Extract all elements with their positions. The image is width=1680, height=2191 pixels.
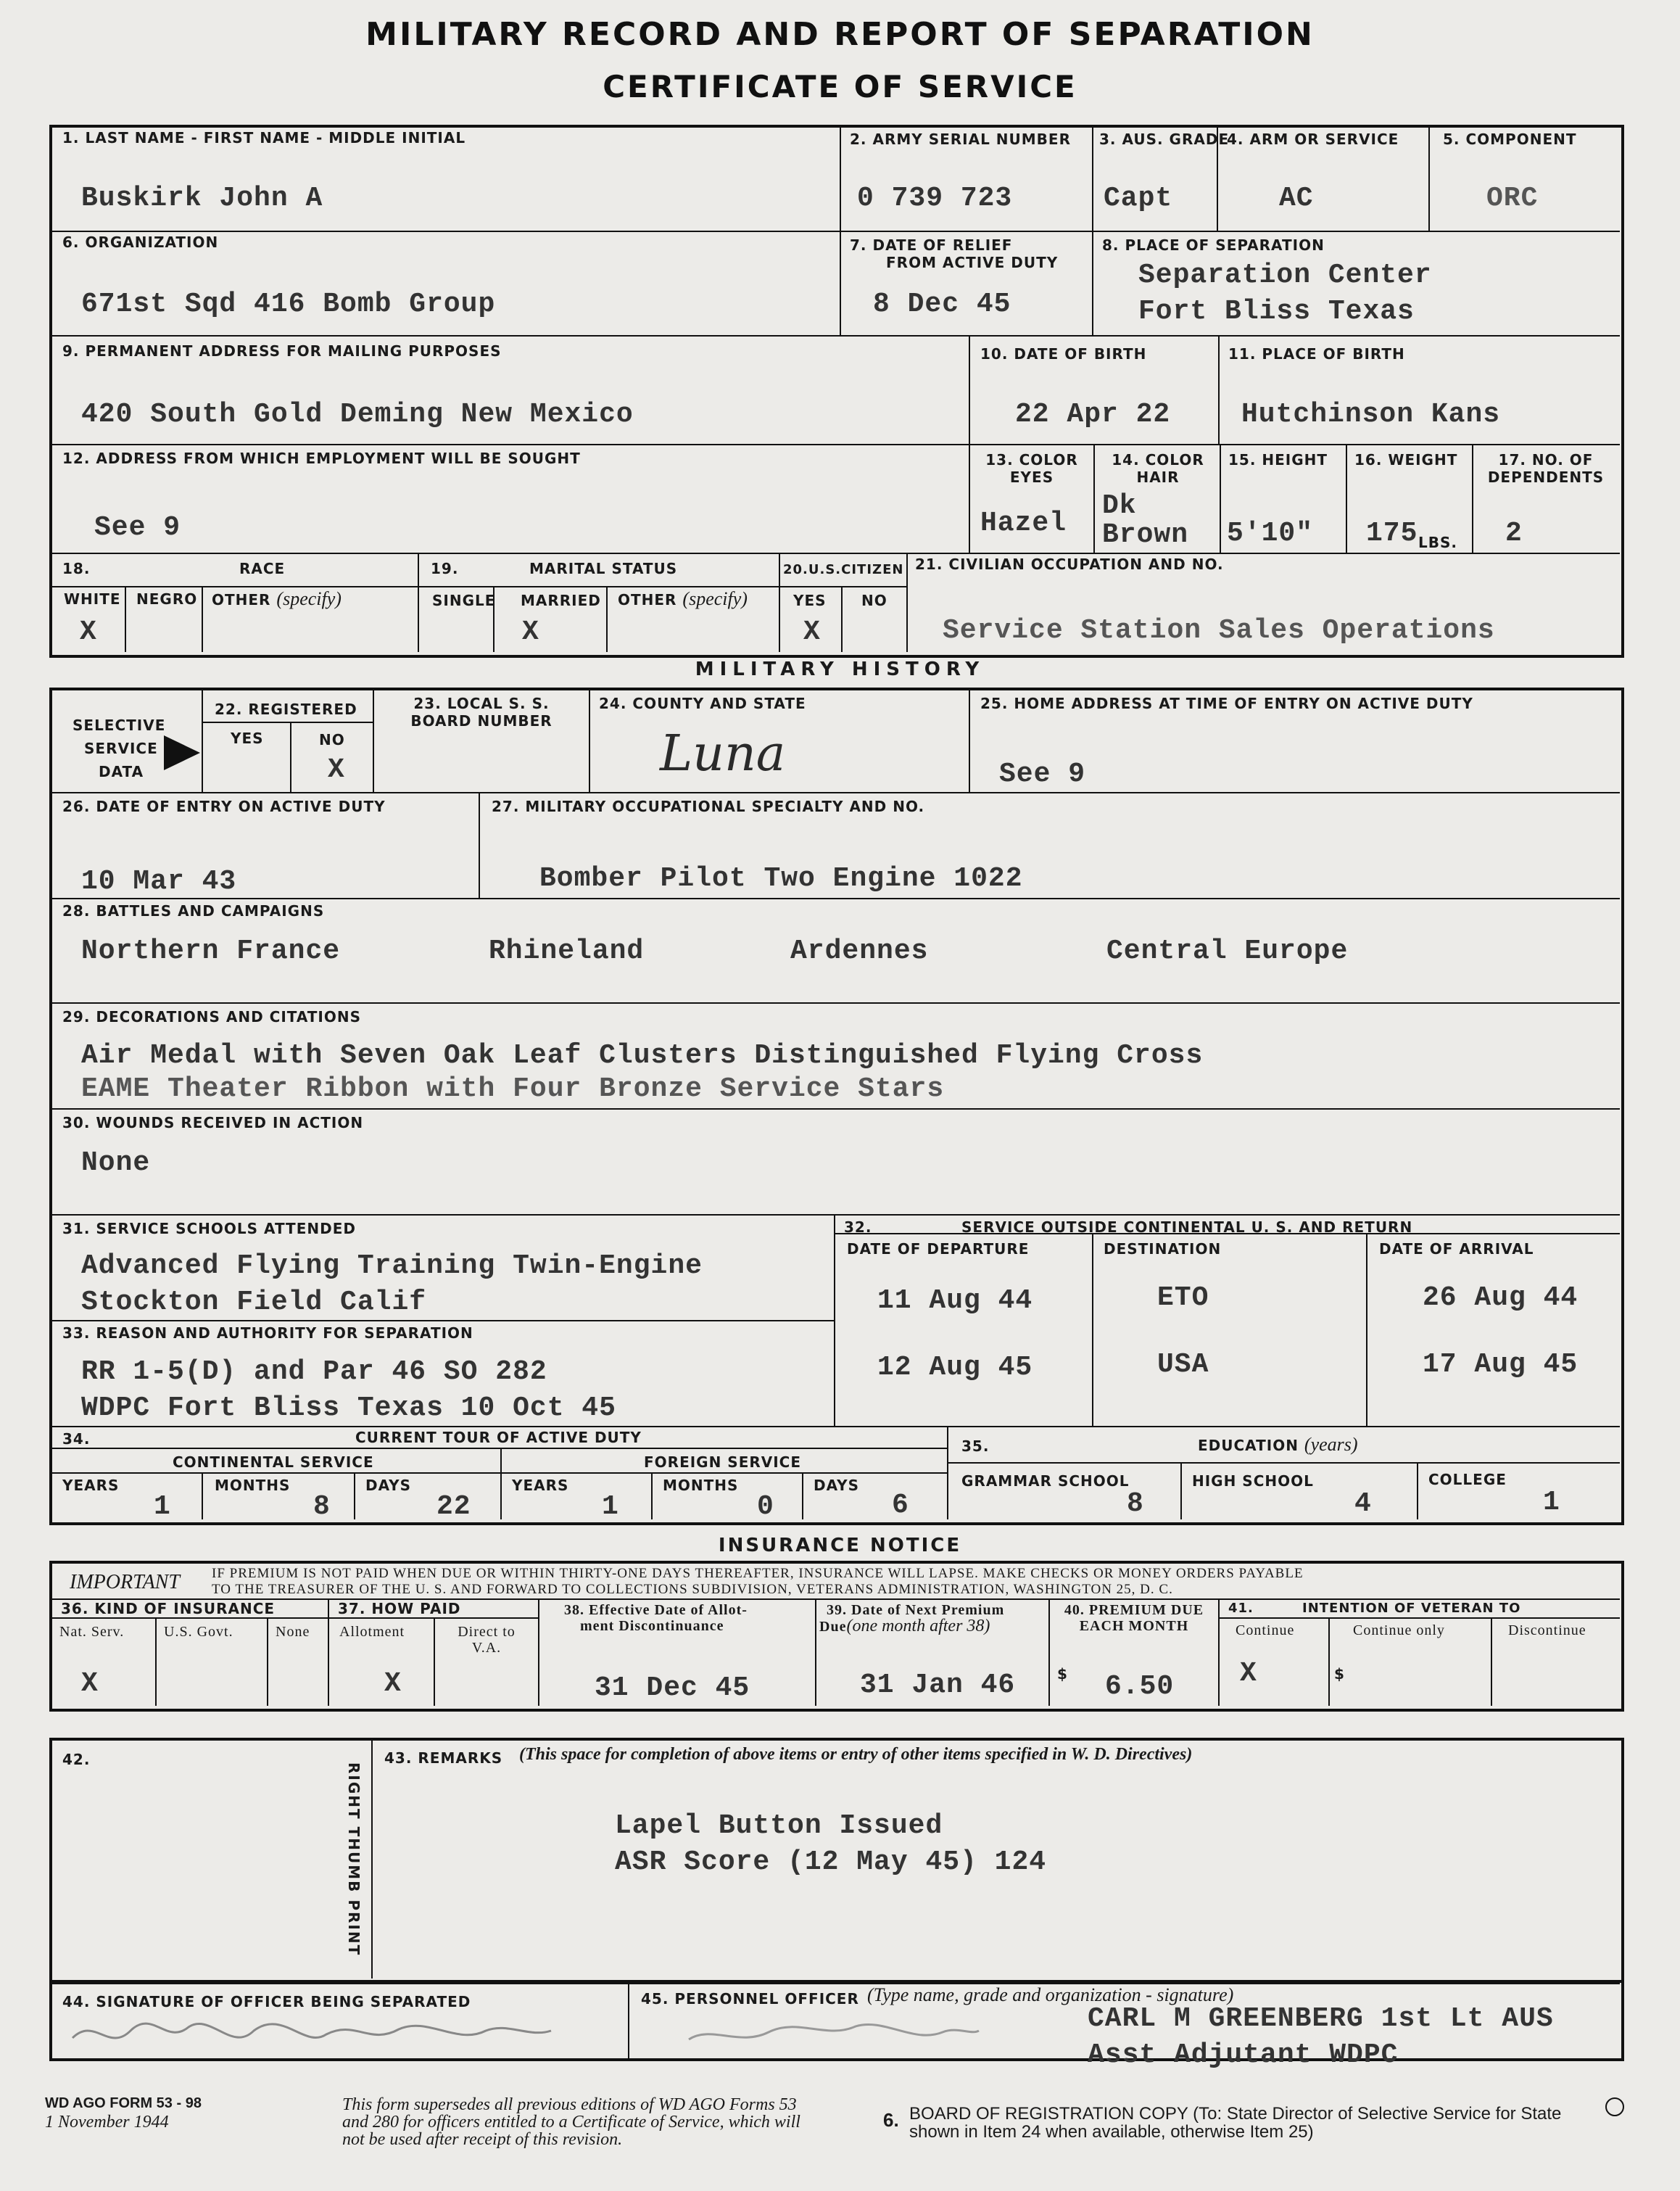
insurance-title: INSURANCE NOTICE [718, 1535, 962, 1556]
separation-place-label: 8. PLACE OF SEPARATION [1102, 236, 1325, 254]
entry-date-label: 26. DATE OF ENTRY ON ACTIVE DUTY [62, 798, 386, 815]
decorations-value-b: EAME Theater Ribbon with Four Bronze Service Stars [81, 1073, 945, 1105]
battle-2: Rhineland [489, 936, 645, 967]
cont-months-label: MONTHS [215, 1477, 291, 1494]
registered-no-label: NO [319, 731, 345, 748]
marital-label: 19. [431, 560, 459, 577]
marital-single-label: SINGLE [432, 592, 496, 609]
hair-color-label-b: HAIR [1136, 469, 1180, 486]
schools-value-a: Advanced Flying Training Twin-Engine [81, 1250, 703, 1282]
premium-value: 6.50 [1105, 1671, 1175, 1702]
supersedes-note: This form supersedes all previous editions of WD AGO Forms 53 and 280 for officers entitled to a Certificate of Service, which will not be used after receipt of this revision. [342, 2095, 800, 2149]
relief-date-label-b: FROM ACTIVE DUTY [886, 254, 1059, 271]
active-duty-label: 34. [62, 1430, 91, 1448]
birth-place-label: 11. PLACE OF BIRTH [1228, 345, 1405, 363]
remarks-value-b: ASR Score (12 May 45) 124 [615, 1847, 1047, 1878]
hair-color-value-b: Brown [1102, 519, 1189, 550]
eye-color-value: Hazel [980, 508, 1067, 539]
serial-number-value: 0 739 723 [857, 183, 1013, 214]
high-school-label: HIGH SCHOOL [1192, 1472, 1314, 1490]
race-other-label: OTHER (specify) [212, 588, 342, 609]
nat-serv-label: Nat. Serv. [59, 1624, 125, 1640]
important-label: IMPORTANT [70, 1571, 180, 1593]
continue-label: Continue [1236, 1622, 1295, 1638]
weight-unit: LBS. [1418, 534, 1457, 551]
college-label: COLLEGE [1428, 1471, 1507, 1488]
departure-2: 12 Aug 45 [877, 1352, 1033, 1383]
home-address-label: 25. HOME ADDRESS AT TIME OF ENTRY ON ACTIVE DUTY [980, 695, 1473, 712]
signature-scribble-icon [65, 2009, 558, 2057]
active-duty-title: CURRENT TOUR OF ACTIVE DUTY [355, 1429, 642, 1446]
wounds-label: 30. WOUNDS RECEIVED IN ACTION [62, 1114, 364, 1131]
circle-mark-icon [1605, 2097, 1624, 2116]
intention-currency: $ [1334, 1665, 1345, 1683]
continue-only-label: Continue only [1353, 1622, 1445, 1638]
race-white-label: WHITE [64, 590, 121, 608]
civilian-occupation-value: Service Station Sales Operations [943, 615, 1495, 646]
cont-days-value: 22 [436, 1491, 471, 1522]
grammar-value: 8 [1127, 1488, 1144, 1519]
height-value: 5'10" [1227, 518, 1314, 549]
county-state-label: 24. COUNTY AND STATE [599, 695, 806, 712]
citizen-value: X [803, 616, 821, 648]
departure-header: DATE OF DEPARTURE [847, 1240, 1030, 1258]
cont-days-label: DAYS [365, 1477, 412, 1494]
marital-other-label: OTHER (specify) [618, 588, 748, 609]
education-label: 35. [961, 1437, 990, 1455]
destination-2: USA [1157, 1349, 1209, 1380]
service-outside-label: 32. [844, 1218, 872, 1236]
separation-reason-value-b: WDPC Fort Bliss Texas 10 Oct 45 [81, 1392, 616, 1424]
us-govt-label: U.S. Govt. [164, 1624, 233, 1640]
citizen-no-label: NO [861, 592, 887, 609]
direct-va-label-b: V.A. [471, 1640, 502, 1656]
copy-description: BOARD OF REGISTRATION COPY (To: State Director of Selective Service for State shown in Item 24 when available, otherwise Item 25) [909, 2104, 1562, 2142]
hair-color-label-a: 14. COLOR [1112, 451, 1204, 469]
cont-months-value: 8 [313, 1491, 331, 1522]
foreign-label: FOREIGN SERVICE [644, 1453, 802, 1471]
notice-line-b: TO THE TREASURER OF THE U. S. AND FORWARD TO COLLECTIONS SUBDIVISION, VETERANS ADMINISTRATION, WASHINGTON 25, D. C. [212, 1582, 1173, 1597]
schools-label: 31. SERVICE SCHOOLS ATTENDED [62, 1220, 356, 1237]
education-title: EDUCATION (years) [1198, 1434, 1358, 1455]
for-days-label: DAYS [814, 1477, 860, 1494]
registered-yes-label: YES [231, 730, 264, 747]
for-months-value: 0 [757, 1491, 774, 1522]
citizen-label: 20.U.S.CITIZEN [783, 562, 904, 577]
form-title: MILITARY RECORD AND REPORT OF SEPARATION [365, 16, 1315, 53]
separation-reason-value-a: RR 1-5(D) and Par 46 SO 282 [81, 1356, 547, 1387]
intention-value: X [1240, 1658, 1257, 1689]
allotment-label: Allotment [339, 1624, 405, 1640]
mos-value: Bomber Pilot Two Engine 1022 [539, 863, 1023, 894]
schools-value-b: Stockton Field Calif [81, 1287, 427, 1318]
mos-label: 27. MILITARY OCCUPATIONAL SPECIALTY AND NO. [492, 798, 925, 815]
entry-date-value: 10 Mar 43 [81, 866, 237, 897]
local-board-label-a: 23. LOCAL S. S. [413, 695, 550, 712]
county-state-value: Luna [660, 725, 786, 783]
weight-value: 175 [1366, 518, 1418, 549]
employment-address-value: See 9 [94, 512, 181, 543]
selective-label-a: SELECTIVE [73, 717, 166, 734]
for-days-value: 6 [892, 1490, 909, 1521]
college-value: 1 [1543, 1487, 1560, 1518]
destination-header: DESTINATION [1104, 1240, 1222, 1258]
last-name-label: 1. LAST NAME - FIRST NAME - MIDDLE INITIAL [62, 129, 466, 147]
decorations-label: 29. DECORATIONS AND CITATIONS [62, 1008, 361, 1026]
race-value: X [80, 616, 97, 648]
discontinue-label: Discontinue [1508, 1622, 1586, 1638]
battle-3: Ardennes [790, 936, 929, 967]
premium-currency: $ [1057, 1665, 1068, 1683]
notice-line-a: IF PREMIUM IS NOT PAID WHEN DUE OR WITHIN THIRTY-ONE DAYS THEREAFTER, INSURANCE WILL LAPSE. MAKE CHECKS OR MONEY ORDERS PAYABLE [212, 1566, 1304, 1581]
officer-signature-label: 44. SIGNATURE OF OFFICER BEING SEPARATED [62, 1993, 471, 2010]
direct-va-label-a: Direct to [458, 1624, 516, 1640]
premium-label-a: 40. PREMIUM DUE [1064, 1602, 1204, 1618]
marital-value: X [522, 616, 539, 648]
insurance-kind-value: X [81, 1668, 99, 1699]
permanent-address-value: 420 South Gold Deming New Mexico [81, 399, 634, 430]
military-history-title: MILITARY HISTORY [695, 659, 985, 680]
arrival-1: 26 Aug 44 [1423, 1282, 1578, 1313]
remarks-value-a: Lapel Button Issued [615, 1810, 943, 1841]
birth-date-label: 10. DATE OF BIRTH [980, 345, 1147, 363]
birth-date-value: 22 Apr 22 [1015, 399, 1171, 430]
separation-reason-label: 33. REASON AND AUTHORITY FOR SEPARATION [62, 1324, 473, 1342]
departure-1: 11 Aug 44 [877, 1285, 1033, 1316]
personnel-officer-label: 45. PERSONNEL OFFICER [641, 1990, 859, 2008]
relief-date-label-a: 7. DATE OF RELIEF [850, 236, 1013, 254]
marital-married-label: MARRIED [521, 592, 601, 609]
how-paid-value: X [384, 1668, 402, 1699]
copy-number: 6. [883, 2109, 899, 2131]
personnel-officer-value-a: CARL M GREENBERG 1st Lt AUS [1088, 2003, 1554, 2034]
premium-label-b: EACH MONTH [1079, 1618, 1189, 1634]
eye-color-label-b: EYES [1009, 469, 1054, 486]
allotment-date-label-a: 38. Effective Date of Allot- [564, 1602, 748, 1618]
dependents-label-b: DEPENDENTS [1487, 469, 1605, 486]
relief-date-value: 8 Dec 45 [873, 289, 1011, 320]
for-years-value: 1 [602, 1491, 619, 1522]
component-label: 5. COMPONENT [1443, 131, 1577, 148]
arrival-header: DATE OF ARRIVAL [1379, 1240, 1534, 1258]
grade-value: Capt [1104, 183, 1173, 214]
civilian-occupation-label: 21. CIVILIAN OCCUPATION AND NO. [915, 556, 1224, 573]
remarks-note: (This space for completion of above items or entry of other items specified in W. D. Directives) [519, 1745, 1193, 1764]
arrival-2: 17 Aug 45 [1423, 1349, 1578, 1380]
personnel-officer-value-b: Asst Adjutant WDPC [1088, 2039, 1399, 2071]
cont-years-value: 1 [154, 1491, 171, 1522]
form-subtitle: CERTIFICATE OF SERVICE [603, 69, 1077, 104]
marital-title: MARITAL STATUS [529, 560, 678, 577]
remarks-label: 43. REMARKS [384, 1749, 503, 1767]
none-label: None [276, 1624, 310, 1640]
registered-label: 22. REGISTERED [215, 701, 357, 718]
how-paid-label: 37. HOW PAID [338, 1600, 461, 1617]
next-premium-value: 31 Jan 46 [860, 1670, 1016, 1701]
height-label: 15. HEIGHT [1228, 451, 1328, 469]
arm-label: 4. ARM OR SERVICE [1227, 131, 1399, 148]
organization-value: 671st Sqd 416 Bomb Group [81, 289, 496, 320]
form-number: WD AGO FORM 53 - 98 [45, 2095, 202, 2111]
decorations-value-a: Air Medal with Seven Oak Leaf Clusters Distinguished Flying Cross [81, 1040, 1204, 1071]
grammar-label: GRAMMAR SCHOOL [961, 1472, 1130, 1490]
race-title: RACE [239, 560, 286, 577]
thumbprint-item-label: 42. [62, 1751, 91, 1768]
allotment-date-value: 31 Dec 45 [595, 1672, 750, 1704]
permanent-address-label: 9. PERMANENT ADDRESS FOR MAILING PURPOSES [62, 342, 502, 360]
officer-signature-scribble-icon [682, 2010, 986, 2054]
intention-label: 41. [1228, 1601, 1254, 1616]
eye-color-label-a: 13. COLOR [985, 451, 1078, 469]
for-years-label: YEARS [512, 1477, 569, 1494]
home-address-value: See 9 [999, 759, 1086, 790]
for-months-label: MONTHS [663, 1477, 739, 1494]
insurance-kind-label: 36. KIND OF INSURANCE [61, 1600, 276, 1617]
selective-label-b: SERVICE [84, 740, 158, 757]
weight-label: 16. WEIGHT [1354, 451, 1458, 469]
next-premium-label-b: Due(one month after 38) [819, 1617, 990, 1635]
high-school-value: 4 [1354, 1488, 1372, 1519]
race-negro-label: NEGRO [136, 590, 198, 608]
service-outside-title: SERVICE OUTSIDE CONTINENTAL U. S. AND RETURN [961, 1218, 1413, 1236]
dependents-label-a: 17. NO. OF [1498, 451, 1594, 469]
personnel-officer-note: (Type name, grade and organization - signature) [867, 1984, 1234, 2005]
allotment-date-label-b: ment Discontinuance [580, 1618, 724, 1634]
next-premium-label-a: 39. Date of Next Premium [827, 1602, 1005, 1618]
local-board-label-b: BOARD NUMBER [410, 712, 553, 730]
name-value: Buskirk John A [81, 183, 323, 214]
destination-1: ETO [1157, 1282, 1209, 1313]
continental-label: CONTINENTAL SERVICE [173, 1453, 374, 1471]
triangle-arrow-icon [162, 734, 202, 772]
intention-title: INTENTION OF VETERAN TO [1302, 1601, 1521, 1616]
thumb-print-label: RIGHT THUMB PRINT [345, 1762, 363, 1957]
component-value: ORC [1486, 183, 1539, 214]
cont-years-label: YEARS [62, 1477, 120, 1494]
dependents-value: 2 [1505, 518, 1523, 549]
battles-label: 28. BATTLES AND CAMPAIGNS [62, 902, 325, 920]
grade-label: 3. AUS. GRADE [1099, 131, 1230, 148]
form-date: 1 November 1944 [45, 2113, 169, 2132]
battle-1: Northern France [81, 936, 341, 967]
separation-place-value-a: Separation Center [1138, 260, 1432, 291]
selective-label-c: DATA [99, 763, 144, 780]
employment-address-label: 12. ADDRESS FROM WHICH EMPLOYMENT WILL BE SOUGHT [62, 450, 581, 467]
race-label: 18. [62, 560, 91, 577]
organization-label: 6. ORGANIZATION [62, 234, 219, 251]
battle-4: Central Europe [1106, 936, 1349, 967]
birth-place-value: Hutchinson Kans [1241, 399, 1501, 430]
citizen-yes-label: YES [793, 592, 827, 609]
hair-color-value-a: Dk [1102, 490, 1137, 521]
serial-number-label: 2. ARMY SERIAL NUMBER [850, 131, 1071, 148]
wounds-value: None [81, 1147, 151, 1179]
registered-value: X [328, 754, 345, 785]
separation-place-value-b: Fort Bliss Texas [1138, 296, 1415, 327]
arm-value: AC [1279, 183, 1314, 214]
